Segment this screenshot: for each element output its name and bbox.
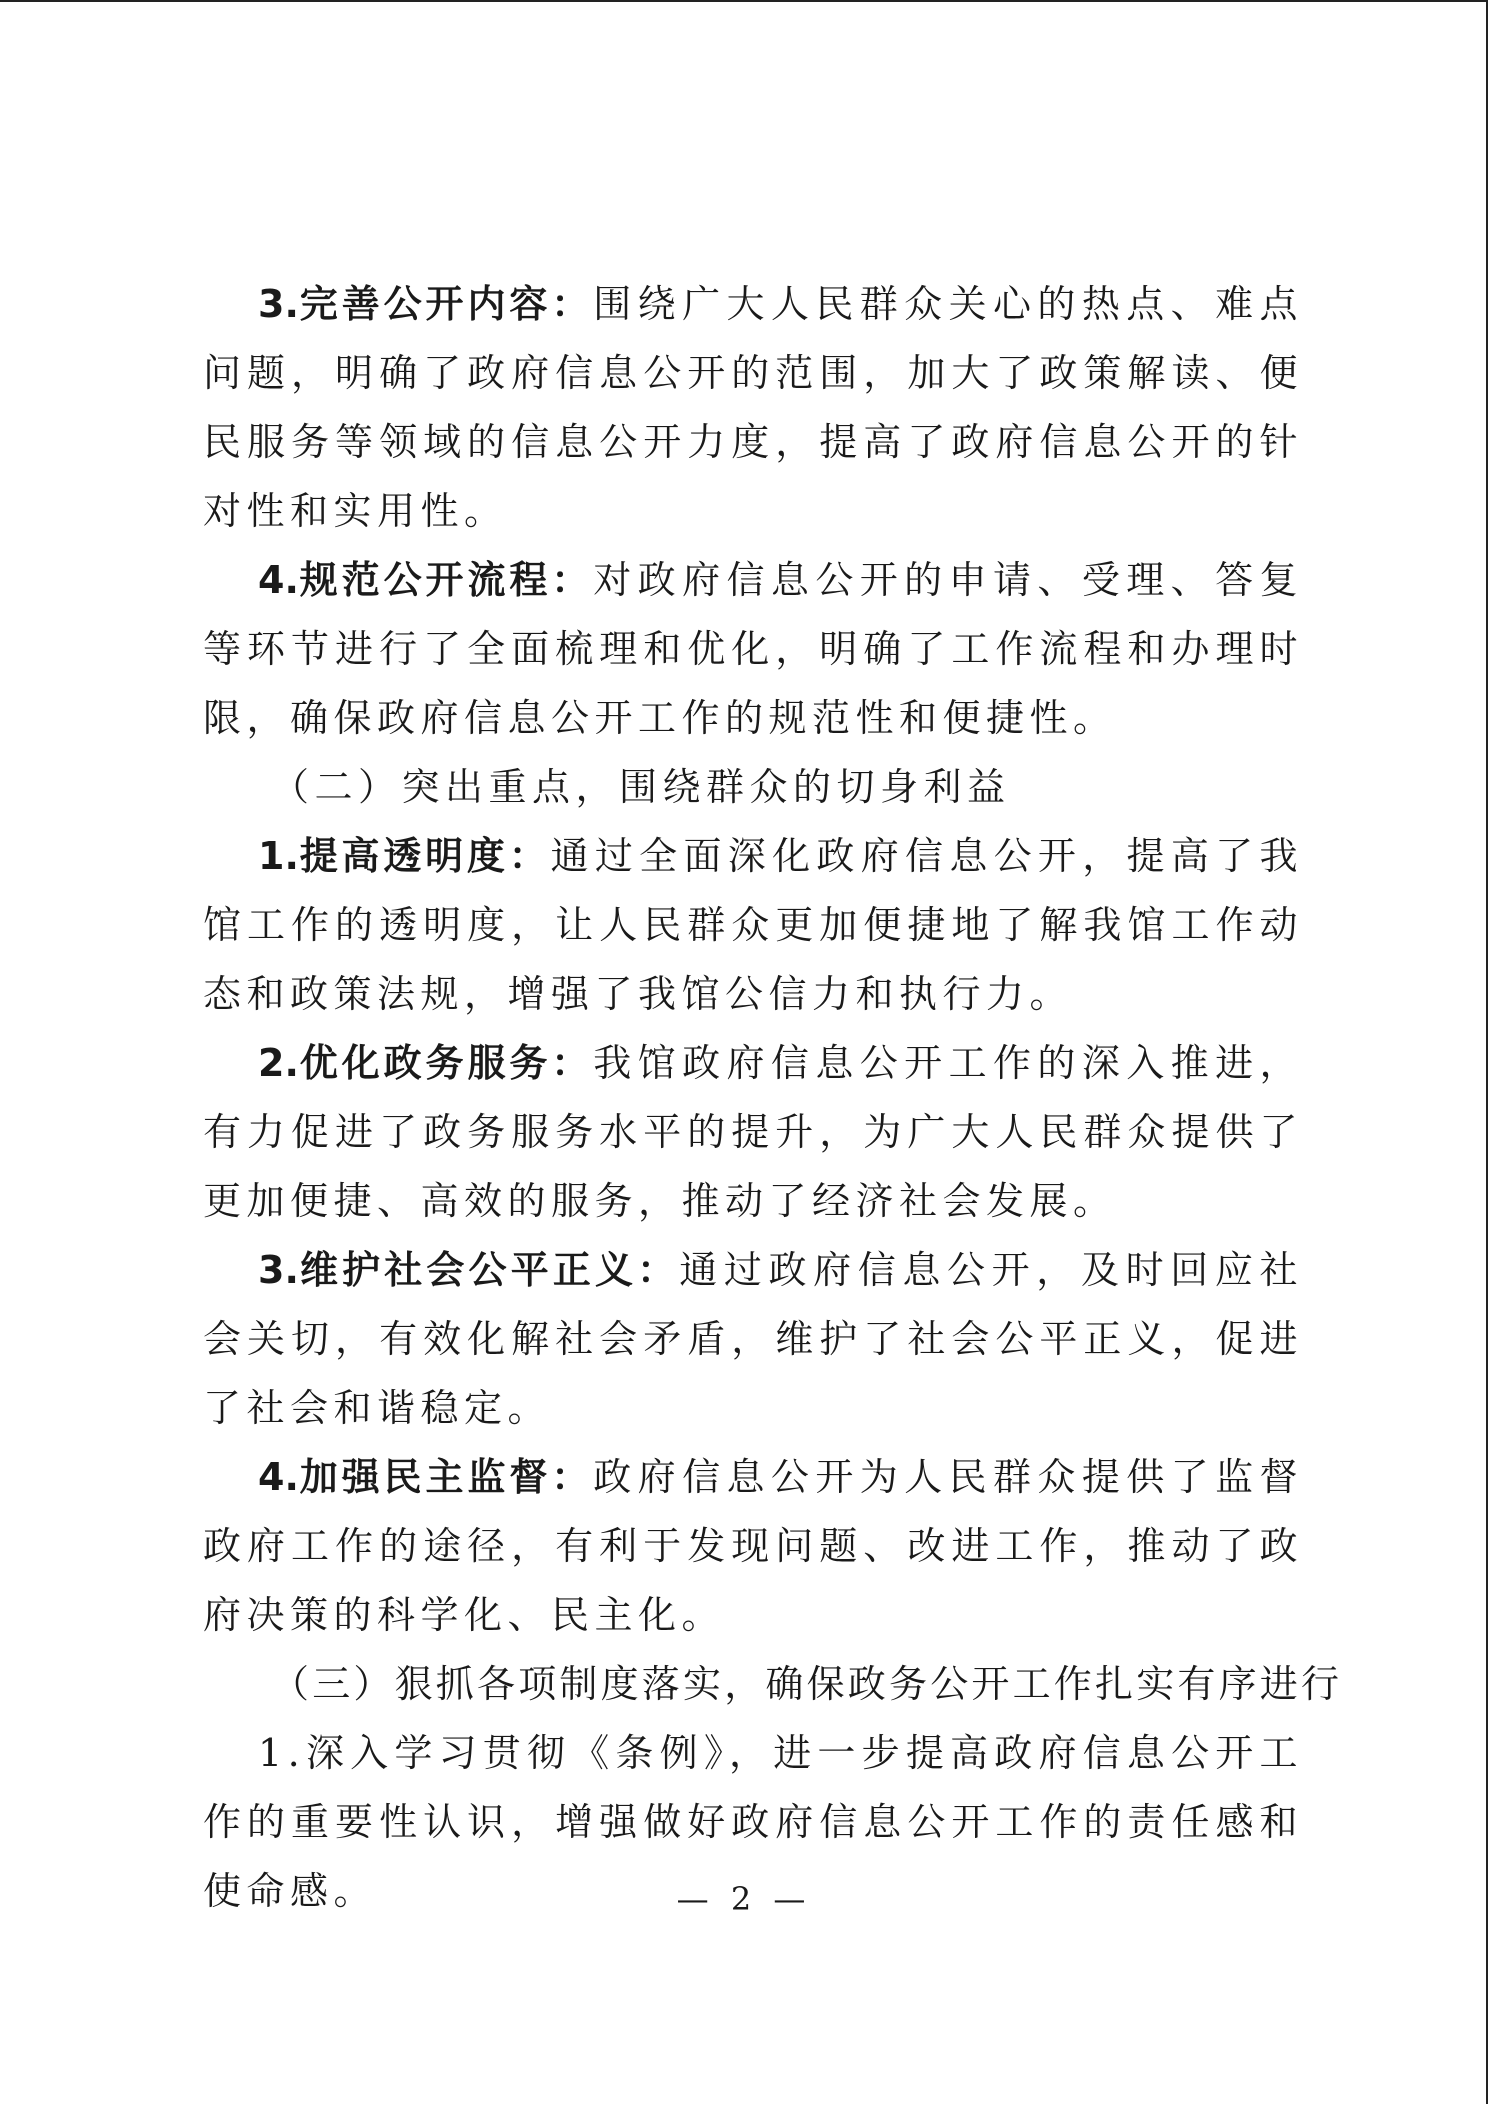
item-text: 政府信息公开为人民群众提供了监督政府工作的途径，有利于发现问题、改进工作，推动了政府决策的科学化、民主化。	[203, 1455, 1303, 1637]
document-body	[203, 270, 1343, 1926]
section-heading-3: （三）狠抓各项制度落实，确保政务公开工作扎实有序进行	[271, 1662, 1343, 1706]
item-lead: 提高透明度：	[298, 834, 551, 878]
paragraph-study-regulation: 1.深入学习贯彻《条例》，进一步提高政府信息公开工作的重要性认识，增强做好政府信息公开工作的责任感和使命感。	[203, 1731, 1303, 1913]
item-lead: 加强民主监督：	[298, 1455, 594, 1499]
paragraph-democratic-supervision	[203, 1443, 1303, 1650]
item-lead: 维护社会公平正义：	[298, 1248, 680, 1292]
item-lead: 完善公开内容：	[298, 282, 594, 326]
section-heading-2: （二）突出重点，围绕群众的切身利益	[271, 765, 1011, 809]
item-lead: 优化政务服务：	[298, 1041, 594, 1085]
item-number: 2.	[258, 1041, 299, 1085]
item-number: 3.	[258, 1248, 299, 1292]
item-text: 通过全面深化政府信息公开，提高了我馆工作的透明度，让人民群众更加便捷地了解我馆工作动态和政策法规，增强了我馆公信力和执行力。	[203, 834, 1303, 1016]
item-lead: 规范公开流程：	[298, 558, 594, 602]
item-number: 1.	[258, 834, 299, 878]
paragraph-optimize-service	[203, 1029, 1303, 1236]
item-number: 4.	[258, 558, 299, 602]
item-text: 对政府信息公开的申请、受理、答复等环节进行了全面梳理和优化，明确了工作流程和办理时限，确保政府信息公开工作的规范性和便捷性。	[203, 558, 1303, 740]
page-border-top	[0, 0, 1488, 2]
paragraph-transparency	[203, 822, 1303, 1029]
item-number: 4.	[258, 1455, 299, 1499]
item-text: 围绕广大人民群众关心的热点、难点问题，明确了政府信息公开的范围，加大了政策解读、便民服务等领域的信息公开力度，提高了政府信息公开的针对性和实用性。	[203, 282, 1303, 533]
page-number: — 2 —	[676, 1880, 812, 1918]
item-number: 3.	[258, 282, 299, 326]
item-text: 我馆政府信息公开工作的深入推进，有力促进了政务服务水平的提升，为广大人民群众提供了更加便捷、高效的服务，推动了经济社会发展。	[203, 1041, 1303, 1223]
paragraph-improve-content	[203, 270, 1303, 546]
item-text: 通过政府信息公开，及时回应社会关切，有效化解社会矛盾，维护了社会公平正义，促进了社会和谐稳定。	[203, 1248, 1303, 1430]
paragraph-social-justice	[203, 1236, 1303, 1443]
paragraph-standardize-process	[203, 546, 1303, 753]
